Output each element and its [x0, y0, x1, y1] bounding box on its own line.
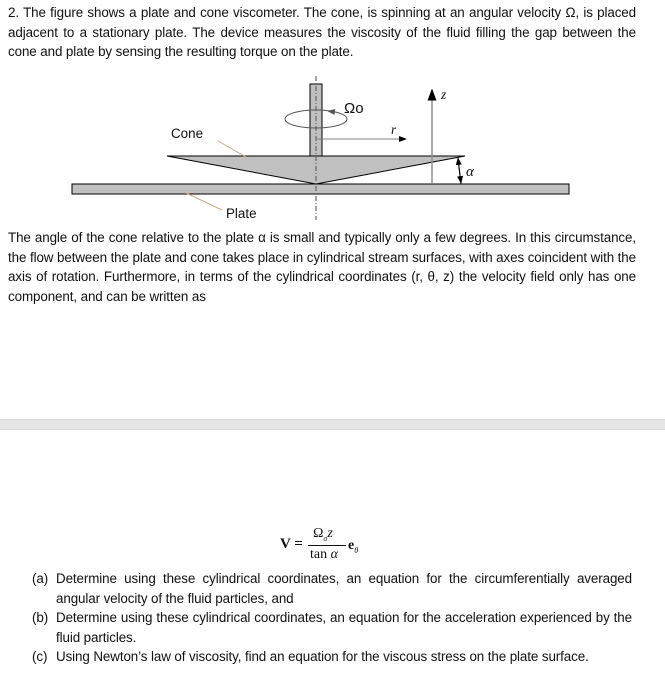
- part-text: Using Newton’s law of viscosity, find an equation for the viscous stress on the plate surface.: [56, 649, 589, 665]
- question-part-b: [32, 608, 632, 647]
- question-part-a: [32, 569, 632, 608]
- r-axis-label: r: [391, 122, 397, 137]
- part-tag: (b): [32, 610, 49, 626]
- part-text: Determine using these cylindrical coordinates, an equation for the circumferentially averaged angular velocity of the fluid particles, and: [56, 571, 632, 606]
- problem-number: 2.: [8, 5, 19, 20]
- problem-intro: [8, 3, 636, 62]
- velocity-equation: [280, 526, 400, 570]
- omega-label: Ωo: [344, 100, 364, 117]
- equation-denominator: tan α: [310, 547, 338, 562]
- page-divider: [0, 419, 665, 430]
- equation-lhs: V =: [280, 536, 303, 552]
- part-tag: (a): [32, 571, 49, 586]
- alpha-label: α: [466, 164, 474, 180]
- problem-body: The angle of the cone relative to the plate α is small and typically only a few degrees. In this circumstance, the flow between the plate and cone takes place in cylindrical stream surfaces, with axes coincident with the axis of rotation. Furthermore, in terms of the cylindrical coordinates (r, θ, z) the velocity field only has one component, and can be written as: [8, 230, 636, 304]
- question-parts: [32, 569, 632, 667]
- plate-label: Plate: [226, 206, 257, 221]
- cone-label: Cone: [171, 126, 204, 141]
- equation-numerator: $\Omega_oz$: [313, 526, 333, 543]
- z-axis-label: z: [441, 87, 447, 102]
- viscometer-figure: [0, 70, 665, 230]
- part-text: Determine using these cylindrical coordinates, an equation for the acceleration experienced by the fluid particles.: [56, 610, 632, 645]
- cone-leader: [218, 141, 246, 157]
- problem-intro-text: The figure shows a plate and cone viscometer. The cone, is spinning at an angular velocity Ω, is placed adjacent to a stationary plate. The device measures the viscosity of the fluid filling the gap between the cone and plate by sensing the resulting torque on the plate.: [8, 5, 636, 60]
- plate-leader: [186, 193, 222, 210]
- fraction-bar: [308, 545, 346, 546]
- question-part-c: [32, 647, 632, 667]
- part-tag: (c): [32, 649, 48, 665]
- unit-vector: $e_\theta$: [348, 538, 359, 555]
- plate-shape: [72, 184, 569, 194]
